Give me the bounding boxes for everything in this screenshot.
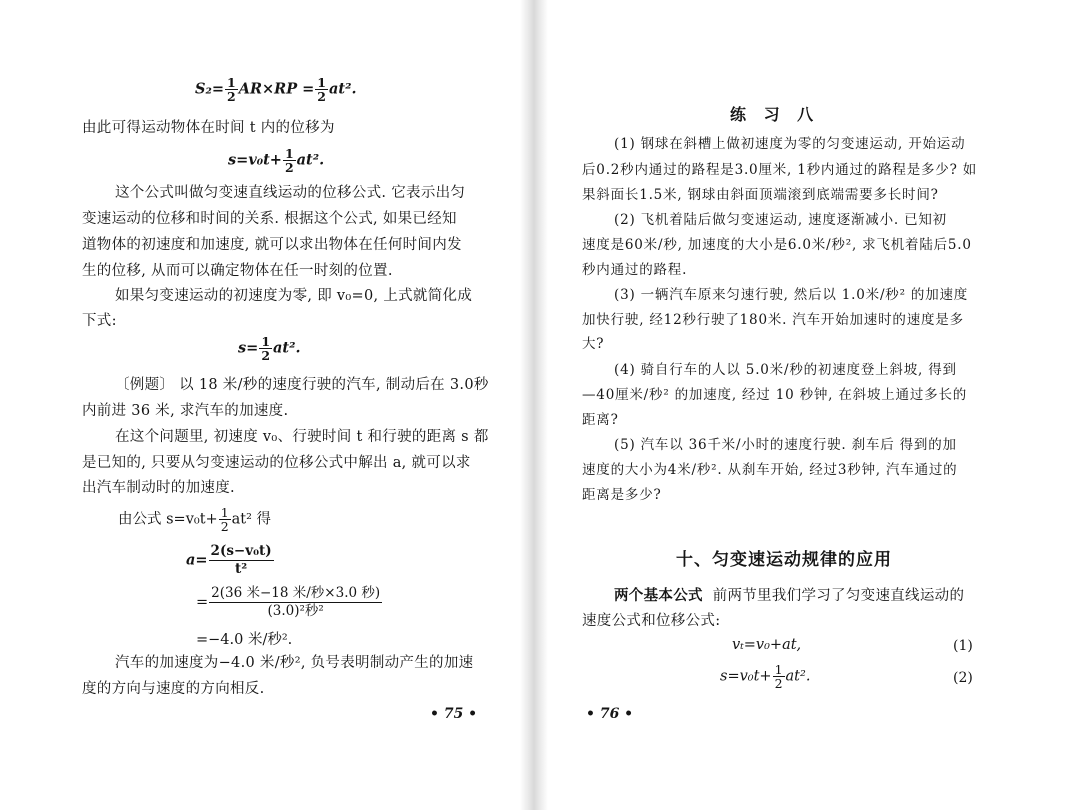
exercise-line: (1) 钢球在斜槽上做初速度为零的匀变速运动, 开始运动 bbox=[614, 136, 966, 152]
page-number: • 76 • bbox=[586, 706, 634, 722]
text-line: 变速运动的位移和时间的关系. 根据这个公式, 如果已经知 bbox=[82, 211, 457, 227]
exercise-line: (3) 一辆汽车原来匀速行驶, 然后以 1.0米/秒² 的加速度 bbox=[614, 287, 969, 303]
equation-displacement: s=v₀t+ $\frac{1}{2}$ at². bbox=[720, 662, 811, 691]
text-line: 道物体的初速度和加速度, 就可以求出物体在任何时间内发 bbox=[82, 237, 462, 253]
equation-acceleration: a= $\frac{\text{2(s−v₀t)}}{\text{t²}}$ bbox=[186, 543, 272, 577]
exercise-line: 距离? bbox=[582, 412, 619, 428]
text-line: 是已知的, 只要从匀变速运动的位移公式中解出 a, 就可以求 bbox=[82, 455, 471, 471]
text-line: 由此可得运动物体在时间 t 内的位移为 bbox=[82, 120, 335, 136]
text-line: 生的位移, 从而可以确定物体在任一时刻的位置. bbox=[82, 263, 393, 279]
text-line: 在这个问题里, 初速度 v₀、行驶时间 t 和行驶的距离 s 都 bbox=[115, 429, 489, 445]
text-line: 下式: bbox=[82, 313, 117, 329]
text-line bbox=[614, 587, 964, 605]
exercise-line: 后0.2秒内通过的路程是3.0厘米, 1秒内通过的路程是多少? 如 bbox=[582, 162, 978, 178]
example-line: 〔例题〕 以 18 米/秒的速度行驶的汽车, 制动后在 3.0秒 bbox=[115, 377, 489, 393]
equation-displacement: s=v₀t+ $\frac{1}{2}$ at². bbox=[228, 146, 325, 175]
left-page bbox=[0, 0, 520, 810]
exercise-line: 加快行驶, 经12秒行驶了180米. 汽车开始加速时的速度是多 bbox=[582, 312, 964, 328]
equation-velocity: vₜ=v₀+at, bbox=[732, 637, 802, 653]
exercise-line: (4) 骑自行车的人以 5.0米/秒的初速度登上斜坡, 得到 bbox=[614, 362, 957, 378]
exercise-line: 果斜面长1.5米, 钢球由斜面顶端滚到底端需要多长时间? bbox=[582, 187, 939, 203]
exercise-line: (5) 汽车以 36千米/小时的速度行驶. 刹车后 得到的加 bbox=[614, 437, 957, 453]
exercise-line: 速度是60米/秒, 加速度的大小是6.0米/秒², 求飞机着陆后5.0 bbox=[582, 237, 972, 253]
text-line: 如果匀变速运动的初速度为零, 即 v₀=0, 上式就简化成 bbox=[115, 288, 473, 304]
equation-result: =−4.0 米/秒². bbox=[196, 632, 293, 648]
text-span: 前两节里我们学习了匀变速直线运动的 bbox=[712, 588, 965, 604]
book-gutter bbox=[520, 0, 548, 810]
equation-zero-initial: s= $\frac{1}{2}$ at². bbox=[238, 334, 301, 363]
section-title: 十、匀变速运动规律的应用 bbox=[676, 550, 892, 570]
text-line: 出汽车制动时的加速度. bbox=[82, 480, 235, 496]
text-line: 这个公式叫做匀变速直线运动的位移公式. 它表示出匀 bbox=[115, 185, 466, 201]
equation-number: (2) bbox=[953, 670, 973, 686]
exercise-line: 大? bbox=[582, 336, 605, 352]
exercise-line: —40厘米/秒² 的加速度, 经过 10 秒钟, 在斜坡上通过多长的 bbox=[582, 387, 968, 403]
page-number: • 75 • bbox=[430, 706, 478, 722]
equation-number: (1) bbox=[953, 638, 973, 654]
text-line: 汽车的加速度为−4.0 米/秒², 负号表明制动产生的加速 bbox=[115, 655, 474, 671]
text-line: 速度公式和位移公式: bbox=[582, 613, 721, 629]
exercise-line: 秒内通过的路程. bbox=[582, 262, 688, 278]
exercise-title: 练 习 八 bbox=[730, 105, 820, 124]
exercise-line: (2) 飞机着陆后做匀变速运动, 速度逐渐减小. 已知初 bbox=[614, 212, 947, 228]
equation-s2: S₂= $\frac{1}{2}$ AR×RP = $\frac{1}{2}$ at². bbox=[195, 75, 357, 104]
right-page bbox=[548, 0, 1080, 810]
example-line: 内前进 36 米, 求汽车的加速度. bbox=[82, 403, 289, 419]
exercise-line: 速度的大小为4米/秒². 从刹车开始, 经过3秒钟, 汽车通过的 bbox=[582, 462, 958, 478]
text-line: 度的方向与速度的方向相反. bbox=[82, 681, 265, 697]
exercise-line: 距离是多少? bbox=[582, 487, 662, 503]
from-formula-line: 由公式 s=v₀t+ $\frac{1}{2}$ at² 得 bbox=[118, 505, 272, 534]
equation-substitution: = $\frac{\text{2(36 米−18 米/秒×3.0 秒)}}{\text{(3.0)²秒²}}$ bbox=[196, 585, 381, 619]
bold-term: 两个基本公式 bbox=[614, 587, 703, 604]
